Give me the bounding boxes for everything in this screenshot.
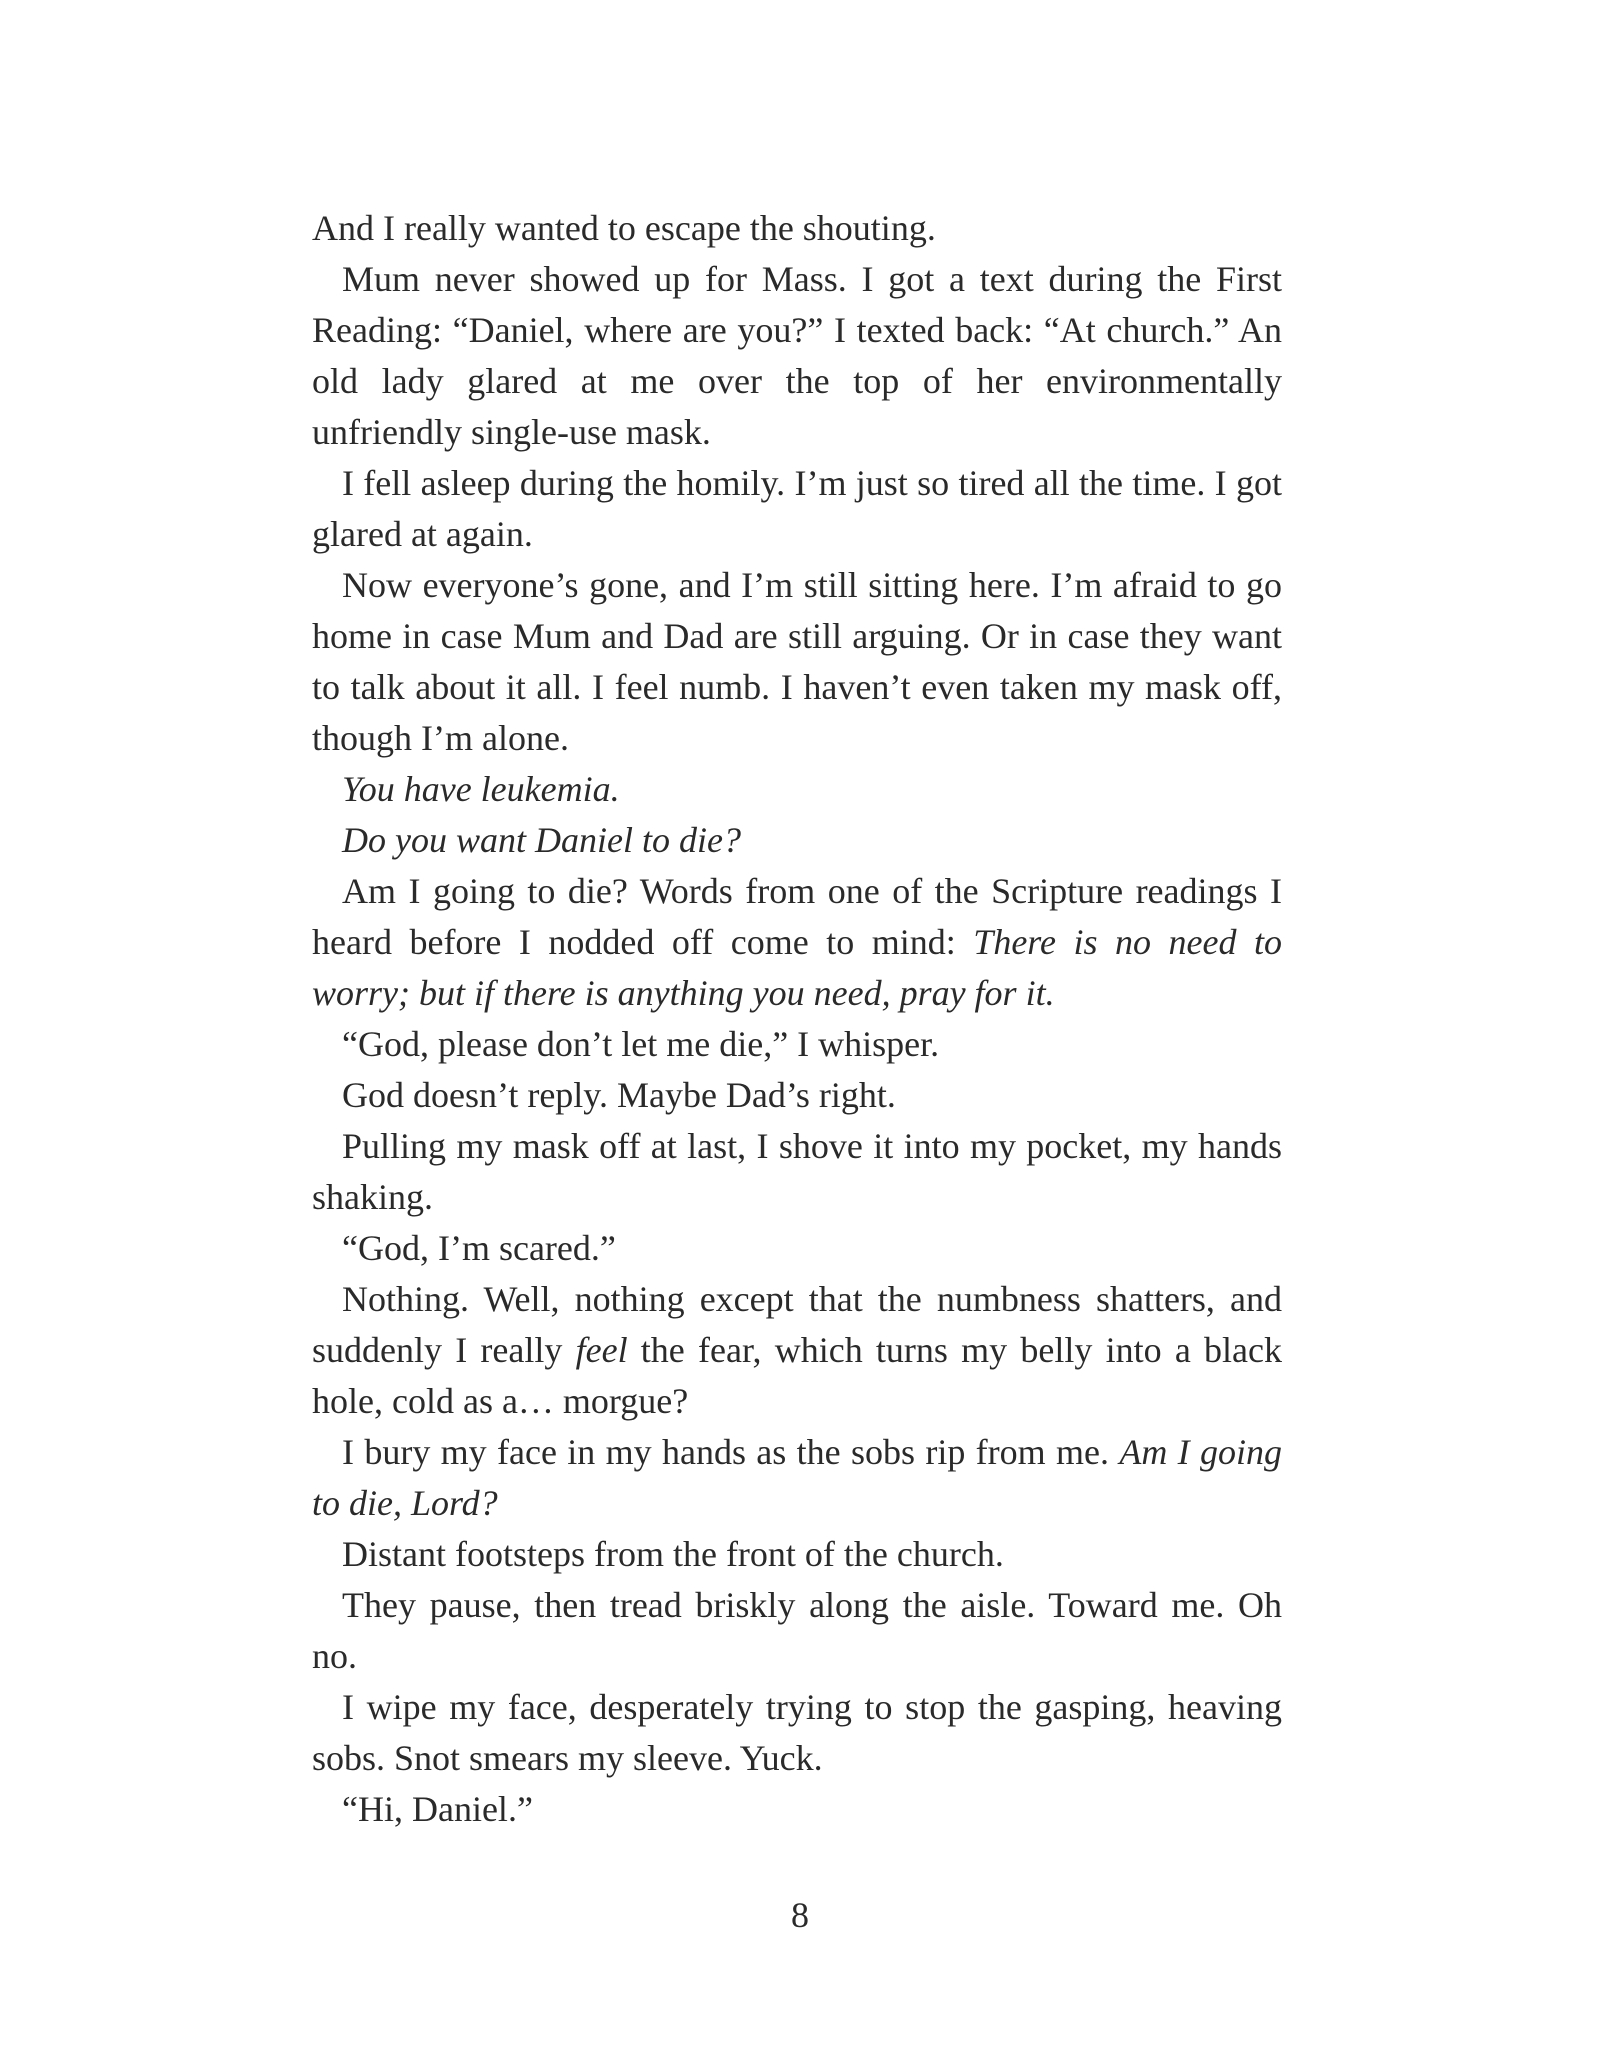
text-run: Am I going to die? Words from one of the Scripture readings I heard before I nodded off come to mind: <box>312 871 1282 962</box>
paragraph <box>312 1223 1282 1274</box>
italic-text: Am I going to die, Lord? <box>312 1432 1282 1523</box>
text-run: “God, please don’t let me die,” I whisper. <box>342 1024 940 1064</box>
text-run: Now everyone’s gone, and I’m still sitting here. I’m afraid to go home in case Mum and Dad are still arguing. Or in case they want to talk about it all. I feel numb. I haven’t even taken my mask off, though I’m alone. <box>312 565 1282 758</box>
paragraph <box>312 866 1282 1019</box>
text-run: They pause, then tread briskly along the aisle. Toward me. Oh no. <box>312 1585 1282 1676</box>
text-run: the fear, which turns my belly into a black hole, cold as a… morgue? <box>312 1330 1282 1421</box>
paragraph <box>312 1019 1282 1070</box>
paragraph <box>312 1121 1282 1223</box>
paragraph <box>312 1784 1282 1835</box>
paragraph <box>312 764 1282 815</box>
paragraph <box>312 1427 1282 1529</box>
paragraph <box>312 1580 1282 1682</box>
text-run: Pulling my mask off at last, I shove it into my pocket, my hands shaking. <box>312 1126 1282 1217</box>
text-run: “Hi, Daniel.” <box>342 1789 533 1829</box>
text-run: God doesn’t reply. Maybe Dad’s right. <box>342 1075 896 1115</box>
paragraph <box>312 1529 1282 1580</box>
text-run: I bury my face in my hands as the sobs rip from me. <box>342 1432 1120 1472</box>
paragraph <box>312 254 1282 458</box>
page-number: 8 <box>791 1895 809 1935</box>
italic-text: There is no need to worry; but if there is anything you need, pray for it. <box>312 922 1282 1013</box>
text-run: I fell asleep during the homily. I’m just so tired all the time. I got glared at again. <box>312 463 1282 554</box>
text-run: Distant footsteps from the front of the church. <box>342 1534 1004 1574</box>
text-run: And I really wanted to escape the shouting. <box>312 208 936 248</box>
paragraph <box>312 1070 1282 1121</box>
italic-text: You have leukemia. <box>342 769 620 809</box>
text-run: “God, I’m scared.” <box>342 1228 616 1268</box>
paragraph <box>312 458 1282 560</box>
paragraph <box>312 1274 1282 1427</box>
paragraph <box>312 560 1282 764</box>
italic-text: feel <box>575 1330 628 1370</box>
paragraph <box>312 203 1282 254</box>
paragraph <box>312 1682 1282 1784</box>
paragraph <box>312 815 1282 866</box>
italic-text: Do you want Daniel to die? <box>342 820 741 860</box>
body-text <box>312 203 1282 1835</box>
text-run: Mum never showed up for Mass. I got a text during the First Reading: “Daniel, where are you?” I texted back: “At church.” An old lady glared at me over the top of her environmentally unfriendly single-use mask. <box>312 259 1282 452</box>
text-run: Nothing. Well, nothing except that the numbness shatters, and suddenly I really <box>312 1279 1282 1370</box>
text-run: I wipe my face, desperately trying to stop the gasping, heaving sobs. Snot smears my sleeve. Yuck. <box>312 1687 1282 1778</box>
